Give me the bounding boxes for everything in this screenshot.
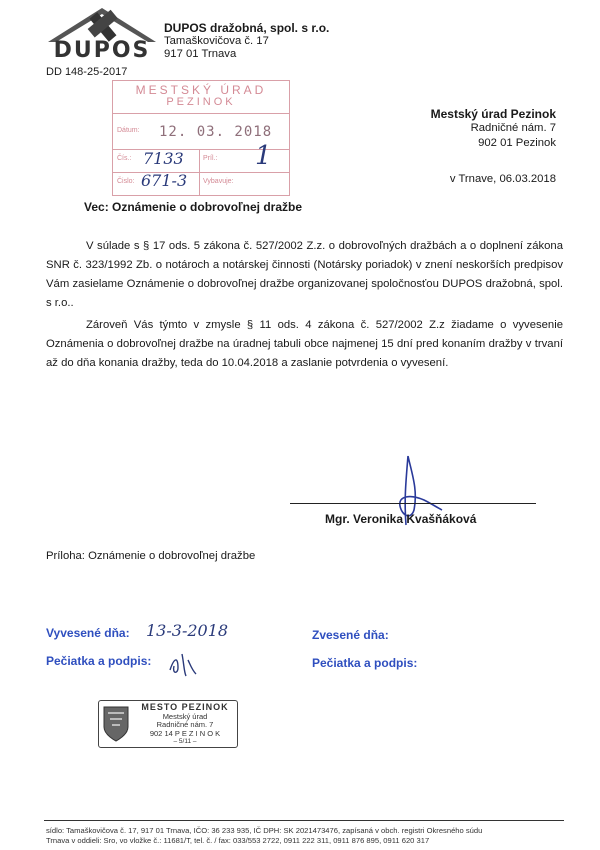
stamp-number-label: Čís.: [117,155,132,162]
signature-line [290,503,536,504]
stamp-date-label: Dátum: [117,127,140,134]
letter-date: v Trnave, 06.03.2018 [449,173,556,185]
recipient-street: Radničné nám. 7 [470,122,556,134]
recipient-city: 902 01 Pezinok [478,137,556,149]
stamp-signature-label-right: Pečiatka a podpis: [312,656,418,670]
city-stamp [98,700,238,748]
company-street: Tamaškovičova č. 17 [164,35,269,47]
stamp-date-value: 12. 03. 2018 [159,124,273,140]
coat-of-arms-icon [102,705,130,743]
logo-text: DUPOS [53,38,151,63]
posted-date: 13-3-2018 [146,621,229,640]
footer-divider [44,820,564,821]
stamp-number-value: 7133 [143,149,184,168]
company-city: 917 01 Trnava [164,48,237,60]
company-name: DUPOS dražobná, spol. s r.o. [164,21,330,35]
stamp-pril-value: 1 [255,141,272,171]
stamp-office-line1: MESTSKÝ ÚRAD [135,83,267,97]
stamp-vybavuje-label: Vybavuje: [203,178,234,185]
stamp-office-line2: PEZINOK [166,96,236,108]
body-paragraph-2: Zároveň Vás týmto v zmysle § 11 ods. 4 zákona č. 527/2002 Z.z žiadame o vyvesenie Oznámenia o dobrovoľnej dražbe na úradnej tabuli obce najmenej 15 dní pred konaním dražby v trvaní až do dňa konania dražby, teda do 10.04.2018 a zaslanie potvrdenia o vyvesení. [46,319,563,369]
signatory-name: Mgr. Veronika Kvašňáková [325,512,477,526]
city-stamp-line1: MESTO PEZINOK [141,702,229,712]
footer-line-1: sídlo: Tamaškovičova č. 17, 917 01 Trnava, IČO: 36 233 935, IČ DPH: SK 2021473476, zapísaná v obch. registri Okresného súdu [46,826,483,835]
stamp-pril-label: Príl.: [203,155,218,162]
city-stamp-line2: Mestský úrad [162,712,208,721]
registry-stamp [112,80,290,196]
city-stamp-line3: Radničné nám. 7 [156,720,214,729]
reference-number: DD 148-25-2017 [46,66,128,78]
stamp-cislo-value: 671-3 [141,171,188,190]
city-stamp-line4: 902 14 P E Z I N O K [149,729,221,738]
body-paragraph-1: V súlade s § 17 ods. 5 zákona č. 527/2002 Z.z. o dobrovoľných dražbách a o doplnení zákona SNR č. 323/1992 Zb. o notároch a notárskej činnosti (Notársky poriadok) v znení neskorších predpisov Vám zasielame Oznámenie o dobrovoľnej dražbe organizovanej spoločnosťou DUPOS dražobná, spol. s r.o.. [46,240,563,309]
posted-label: Vyvesené dňa: [46,626,130,640]
initials-scribble-icon [166,650,200,678]
stamp-cislo-label: Čislo: [117,178,135,185]
stamp-signature-label-left: Pečiatka a podpis: [46,654,152,668]
letter-subject: Vec: Oznámenie o dobrovoľnej dražbe [84,200,303,214]
city-stamp-line5: – 5/11 – [173,738,197,745]
removed-label: Zvesené dňa: [312,628,389,642]
company-logo [44,4,160,62]
attachment-note: Príloha: Oznámenie o dobrovoľnej dražbe [46,550,256,562]
footer-line-2: Trnava v oddieli: Sro, vo vložke č.: 11681/T, tel. č. / fax: 033/553 2722, 0911 222 311, 0911 876 895, 0911 620 317 [46,836,430,845]
recipient-name: Mestský úrad Pezinok [430,107,556,121]
